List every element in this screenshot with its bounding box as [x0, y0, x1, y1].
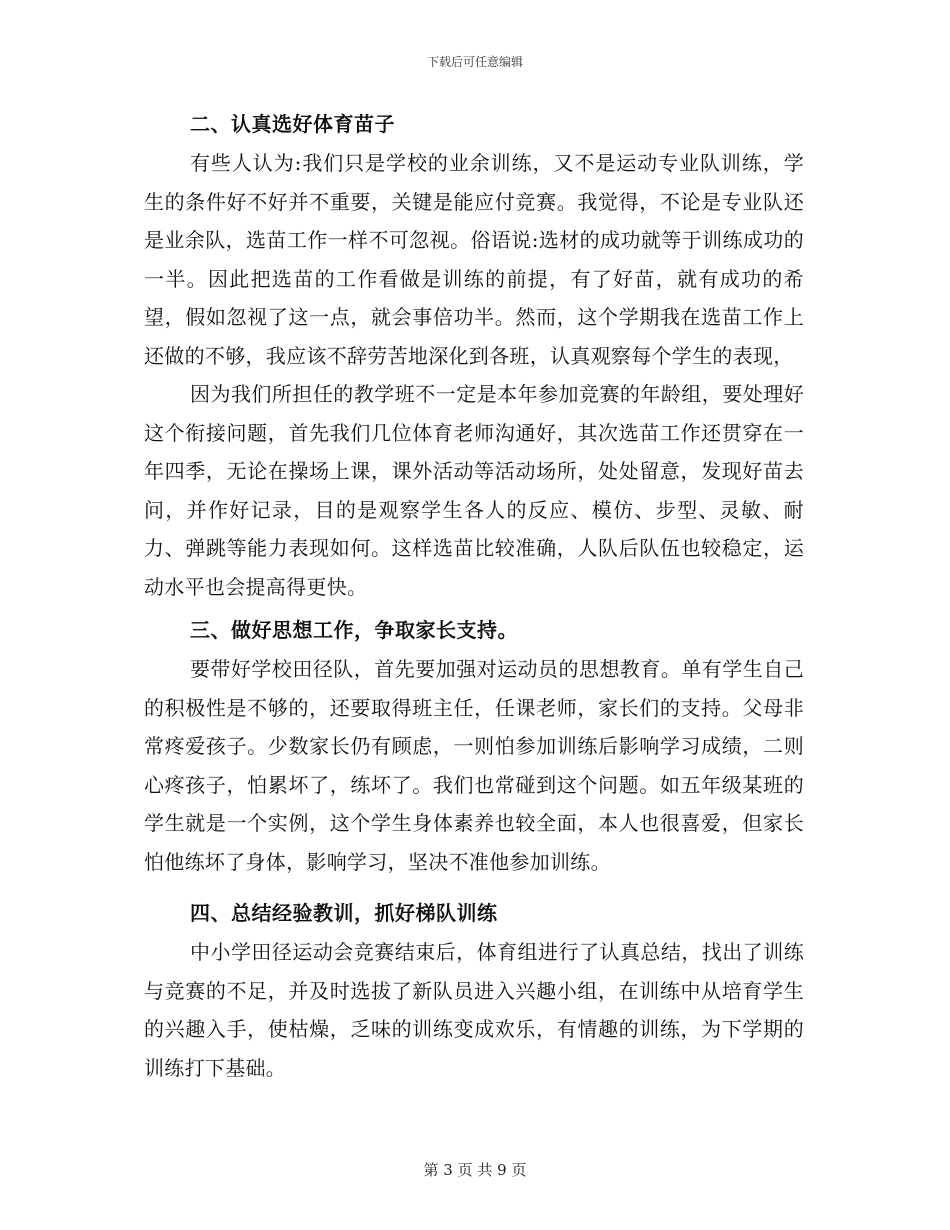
- section-heading-4: 四、总结经验教训，抓好梯队训练: [190, 901, 498, 925]
- page-header: 下载后可任意编辑: [426, 55, 523, 69]
- paragraph-2: 因为我们所担任的教学班不一定是本年参加竞赛的年龄组，要处理好这个衔接问题，首先我们几位体育老师沟通好，其次选苗工作还贯穿在一年四季，无论在操场上课，课外活动等活动场所，处处留意，发现好苗去问，并作好记录，目的是观察学生各人的反应、模仿、步型、灵敏、耐力、弹跳等能力表现如何。这样选苗比较准确，人队后队伍也较稳定，运动水平也会提高得更快。: [144, 382, 804, 599]
- paragraph-1: 有些人认为:我们只是学校的业余训练，又不是运动专业队训练，学生的条件好不好并不重要，关键是能应付竞赛。我觉得，不论是专业队还是业余队，选苗工作一样不可忽视。俗语说:选材的成功就等于训练成功的一半。因此把选苗的工作看做是训练的前提，有了好苗，就有成功的希望，假如忽视了这一点，就会事倍功半。然而，这个学期我在选苗工作上还做的不够，我应该不辞劳苦地深化到各班，认真观察每个学生的表现，: [144, 151, 804, 368]
- section-heading-3: 三、做好思想工作，争取家长支持。: [190, 618, 518, 642]
- paragraph-4: 中小学田径运动会竞赛结束后，体育组进行了认真总结，找出了训练与竞赛的不足，并及时选拔了新队员进入兴趣小组，在训练中从培育学生的兴趣入手，使枯燥，乏味的训练变成欢乐，有情趣的训练，为下学期的训练打下基础。: [144, 940, 804, 1080]
- section-heading-2: 二、认真选好体育苗子: [190, 112, 395, 136]
- paragraph-3: 要带好学校田径队，首先要加强对运动员的思想教育。单有学生自己的积极性是不够的，还要取得班主任，任课老师，家长们的支持。父母非常疼爱孩子。少数家长仍有顾虑，一则怕参加训练后影响学习成绩，二则心疼孩子，怕累坏了，练坏了。我们也常碰到这个问题。如五年级某班的学生就是一个实例，这个学生身体素养也较全面，本人也很喜爱，但家长怕他练坏了身体，影响学习，坚决不准他参加训练。: [144, 657, 804, 874]
- page-number: 第 3 页 共 9 页: [423, 1161, 527, 1179]
- document-body: [144, 104, 804, 1087]
